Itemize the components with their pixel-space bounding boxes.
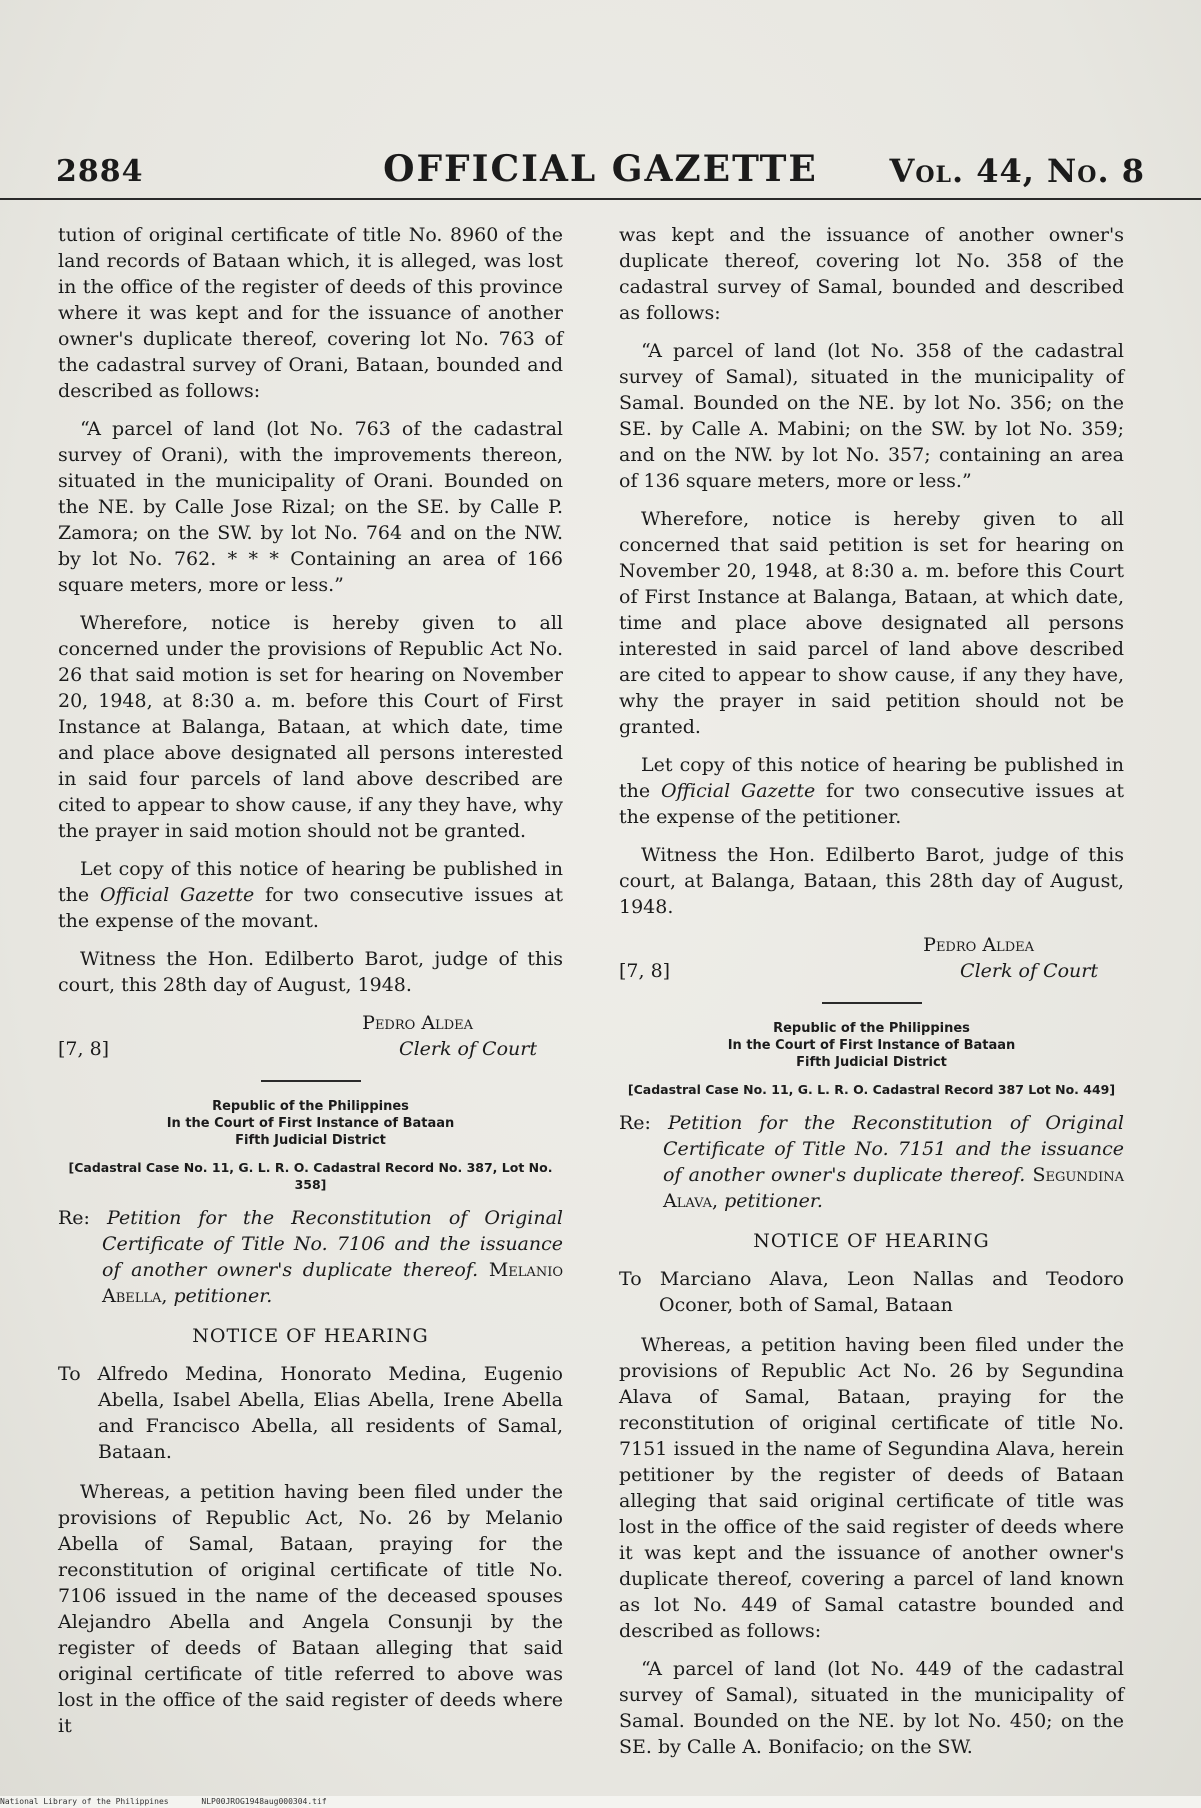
re-label: Re: [58, 1207, 108, 1229]
text-span: for two consecutive issues at the expense of the petitioner. [619, 780, 1124, 828]
library-credit: National Library of the Philippines [0, 1797, 169, 1806]
signer-name: Pedro Aldea [923, 934, 1034, 956]
parcel-description: “A parcel of land (lot No. 358 of the cadastral survey of Samal), situated in the municipality of Samal. Bounded on the NE. by lot No. 356; on the SE. by Calle A. Mabini; on the SW. by lot No. 359; and on the NW. by lot No. 357; containing an area of 136 square meters, more or less.” [619, 340, 1124, 492]
gazette-name: Official Gazette [660, 780, 816, 802]
signature-block [58, 1010, 563, 1066]
parcel-description: “A parcel of land (lot No. 449 of the cadastral survey of Samal), situated in the municipality of Samal. Bounded on the NE. by lot No. 450; on the SE. by Calle A. Bonifacio; on the SW. [619, 1658, 1124, 1758]
file-id: NLP00JROG1948aug000304.tif [201, 1797, 327, 1806]
gazette-name: Official Gazette [99, 884, 255, 906]
court-line: In the Court of First Instance of Bataan [727, 1038, 1016, 1053]
court-line: Fifth Judicial District [235, 1133, 386, 1148]
publication-notice [58, 856, 563, 934]
re-label: Re: [619, 1112, 669, 1134]
court-line: Republic of the Philippines [212, 1099, 409, 1114]
petitioner-name: Melanio Abella, [102, 1259, 563, 1307]
signer-title: Clerk of Court [399, 1038, 537, 1060]
issue-reference: [7, 8] [619, 960, 671, 982]
section-divider [261, 1080, 361, 1082]
court-line: Fifth Judicial District [796, 1055, 947, 1070]
witness-paragraph: Witness the Hon. Edilberto Barot, judge of this court, this 28th day of August, 1948. [58, 948, 563, 996]
paragraph: Whereas, a petition having been filed under the provisions of Republic Act, No. 26 by Melanio Abella of Samal, Bataan, praying for the reconstitution of original certificate of title No. 7106 issued in the name of the deceased spouses Alejandro Abella and Angela Consunji by the register of deeds of Bataan alleging that said original certificate of title referred to above was lost in the office of the said register of deeds where it [58, 1481, 563, 1737]
right-column [619, 222, 1124, 1772]
court-heading [58, 1098, 563, 1149]
addressees: To Alfredo Medina, Honorato Medina, Eugenio Abella, Isabel Abella, Elias Abella, Irene Abella and Francisco Abella, all residents of Samal, Bataan. [58, 1363, 563, 1463]
paragraph: tution of original certificate of title No. 8960 of the land records of Bataan which, it is alleged, was lost in the office of the register of deeds of this province where it was kept and for the issuance of another owner's duplicate thereof, covering lot No. 763 of the cadastral survey of Orani, Bataan, bounded and described as follows: [58, 224, 563, 402]
page-number: 2884 [56, 154, 144, 189]
re-subject: Petition for the Reconstitution of Original Certificate of Title No. 7151 and the issuance of another owner's duplicate thereof. [663, 1112, 1124, 1186]
court-heading [619, 1020, 1124, 1071]
section-divider [822, 1002, 922, 1004]
issue-reference: [7, 8] [58, 1038, 110, 1060]
text-span: for two consecutive issues at the expense of the movant. [58, 884, 563, 932]
court-line: In the Court of First Instance of Bataan [166, 1116, 455, 1131]
text-span: Let copy of this notice of hearing be published in the [58, 858, 563, 906]
notice-heading: NOTICE OF HEARING [192, 1325, 429, 1347]
re-line [619, 1110, 1124, 1214]
page-header [0, 148, 1201, 200]
text-span: Let copy of this notice of hearing be published in the [619, 754, 1124, 802]
volume-issue: Vol. 44, No. 8 [889, 152, 1145, 190]
notice-heading: NOTICE OF HEARING [753, 1230, 990, 1252]
signer-title: Clerk of Court [960, 960, 1098, 982]
addressees: To Marciano Alava, Leon Nallas and Teodoro Oconer, both of Samal, Bataan [619, 1268, 1124, 1316]
re-line [58, 1205, 563, 1309]
paragraph: Wherefore, notice is hereby given to all concerned under the provisions of Republic Act No. 26 that said motion is set for hearing on November 20, 1948, at 8:30 a. m. before this Court of First Instance at Balanga, Bataan, at which date, time and place above designated all persons interested in said four parcels of land above described are cited to appear to show cause, if any they have, why the prayer in said motion should not be granted. [58, 612, 563, 842]
parcel-description: “A parcel of land (lot No. 763 of the cadastral survey of Orani), with the improvements thereon, situated in the municipality of Orani. Bounded on the NE. by Calle Jose Rizal; on the SE. by Calle P. Zamora; on the SW. by lot No. 764 and on the NW. by lot No. 762. * * * Containing an area of 166 square meters, more or less.” [58, 418, 563, 596]
signer-name: Pedro Aldea [362, 1012, 473, 1034]
re-subject: Petition for the Reconstitution of Original Certificate of Title No. 7106 and the issuance of another owner's duplicate thereof. [102, 1207, 563, 1281]
paragraph: Whereas, a petition having been filed under the provisions of Republic Act No. 26 by Segundina Alava of Samal, Bataan, praying for the reconstitution of original certificate of title No. 7151 issued in the name of Segundina Alava, herein petitioner by the register of deeds of Bataan alleging that said original certificate of title was lost in the office of the said register of deeds where it was kept and the issuance of another owner's duplicate thereof, covering a parcel of land known as lot No. 449 of Samal catastre bounded and described as follows: [619, 1334, 1124, 1642]
publication-notice [619, 752, 1124, 830]
court-line: Republic of the Philippines [773, 1021, 970, 1036]
petitioner-role: petitioner. [718, 1190, 823, 1212]
paragraph: was kept and the issuance of another owner's duplicate thereof, covering lot No. 358 of the cadastral survey of Samal, bounded and described as follows: [619, 224, 1124, 324]
signature-block [619, 932, 1124, 988]
case-reference: [Cadastral Case No. 11, G. L. R. O. Cadastral Record No. 387, Lot No. 358] [68, 1160, 553, 1192]
paragraph: Wherefore, notice is hereby given to all concerned that said petition is set for hearing on November 20, 1948, at 8:30 a. m. before this Court of First Instance at Balanga, Bataan, at which date, time and place above designated all persons interested in said parcel of land above described are cited to appear to show cause, if any they have, why the prayer in said petition should not be granted. [619, 508, 1124, 738]
publication-title: OFFICIAL GAZETTE [383, 148, 818, 190]
petitioner-role: petitioner. [167, 1285, 273, 1307]
scan-footer [0, 1796, 1201, 1808]
petitioner-name: Segundina Alava, [663, 1164, 1124, 1212]
case-reference: [Cadastral Case No. 11, G. L. R. O. Cadastral Record 387 Lot No. 449] [627, 1082, 1116, 1097]
witness-paragraph: Witness the Hon. Edilberto Barot, judge of this court, at Balanga, Bataan, this 28th day of August, 1948. [619, 844, 1124, 918]
left-column [58, 222, 563, 1751]
